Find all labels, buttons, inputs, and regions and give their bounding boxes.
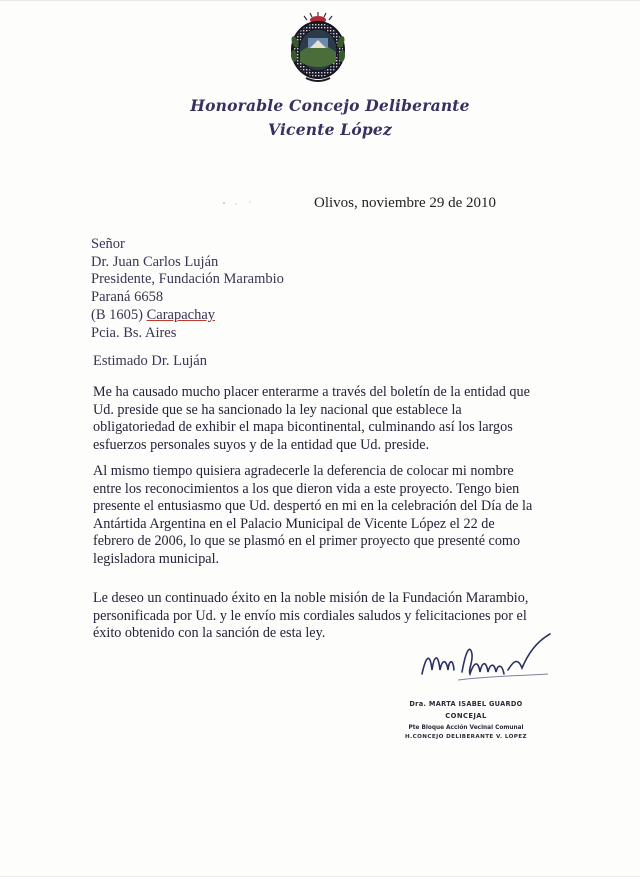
recipient-postal-code: (B 1605) [91, 307, 147, 323]
recipient-city: Carapachay [146, 307, 216, 323]
greeting: Estimado Dr. Luján [93, 353, 207, 369]
signature-stamp [386, 700, 546, 740]
stamp-role: CONCEJAL [445, 712, 487, 720]
letter-date: Olivos, noviembre 29 de 2010 [314, 195, 497, 211]
paragraph-line: personificada por Ud. y le envío mis cordiales saludos y felicitaciones por el [93, 607, 527, 624]
paragraph-line: legisladora municipal. [93, 550, 220, 567]
paragraph-line: Me ha causado mucho placer enterarme a través del boletín de la entidad que [93, 384, 530, 400]
scan-edge-top [0, 0, 640, 1]
body-paragraph-1 [93, 384, 573, 454]
letterhead-title: Honorable Concejo Deliberante [190, 96, 470, 115]
paragraph-line: Antártida Argentina en el Palacio Municipal de Vicente López el 22 de [93, 515, 495, 532]
paragraph-line: entre los reconocimientos a los que dieron vida a este proyecto. Tengo bien [93, 480, 520, 497]
stamp-name: Dra. MARTA ISABEL GUARDO [409, 700, 523, 708]
stamp-bloc: Pte Bloque Acción Vecinal Comunal [408, 725, 524, 731]
paragraph-line: Ud. preside que se ha sancionado la ley nacional que establece la [93, 401, 462, 418]
recipient-street: Paraná 6658 [91, 289, 164, 305]
paragraph-line: Le deseo un continuado éxito en la noble misión de la Fundación Marambio, [93, 590, 529, 606]
letterhead-subtitle: Vicente López [268, 120, 392, 139]
paragraph-line: obligatoriedad de exhibir el mapa bicontinental, culminando así los largos [93, 419, 513, 436]
handwritten-signature [418, 630, 558, 690]
recipient-province: Pcia. Bs. Aires [91, 325, 177, 341]
coat-of-arms-seal-icon [288, 12, 348, 84]
scan-specks [220, 198, 260, 208]
paragraph-line: presente el entusiasmo que Ud. despertó en mi en la celebración del Día de la [93, 498, 533, 515]
body-paragraph-2 [93, 463, 573, 569]
paragraph-line: éxito obtenido con la sanción de esta ley. [93, 625, 326, 642]
recipient-name: Dr. Juan Carlos Luján [91, 254, 219, 270]
recipient-postal-line [91, 306, 215, 324]
paragraph-line: Al mismo tiempo quisiera agradecerle la deferencia de colocar mi nombre [93, 463, 514, 479]
recipient-title: Presidente, Fundación Marambio [91, 271, 284, 287]
paragraph-line: esfuerzos personales suyos y de la entidad que Ud. preside. [93, 436, 430, 453]
paragraph-line: febrero de 2006, lo que se plasmó en el primer proyecto que presenté como [93, 533, 521, 550]
stamp-council: H.CONCEJO DELIBERANTE V. LOPEZ [405, 734, 527, 740]
recipient-salutation: Señor [91, 236, 125, 252]
